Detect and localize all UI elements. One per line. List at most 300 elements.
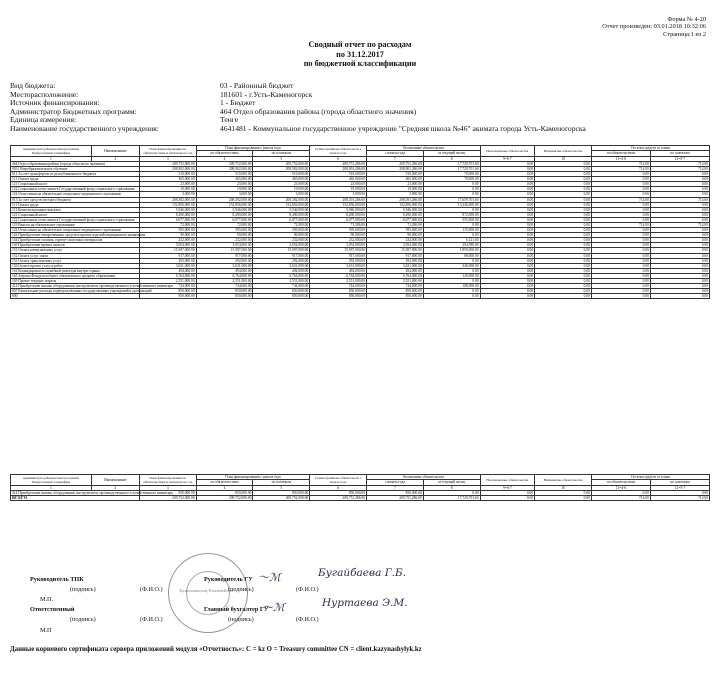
table-cell: 12=5-7 [650,485,709,490]
table-cell: по обязательствам [196,480,253,485]
table-cell: 2,551,000.00 [139,279,196,284]
table-cell: по обязательствам [591,480,650,485]
table-cell: 744,000.00 [366,284,423,289]
table-cell: 0.00 [423,233,480,238]
table-cell: 0.00 [591,284,650,289]
table-cell: 115,000.00 [423,228,480,233]
table-cell: 714.00 [591,197,650,202]
table-cell: 17,659,701.60 [423,197,480,202]
table-cell: 232,000.00 [253,238,310,243]
table-cell: 90,000.00 [366,233,423,238]
table-cell: 152,856,000.00 [310,202,367,207]
table-cell: 494,000.00 [196,268,253,273]
table-cell: 3,000.00 [253,192,310,197]
table-cell: 10 [535,156,592,161]
table-cell: 0.00 [480,192,535,197]
table-cell: 595,000.00 [139,228,196,233]
table-cell: 6,121.60 [423,238,480,243]
table-cell: 0.00 [535,192,592,197]
table-cell: 0.00 [591,172,650,177]
table-cell: 23,000.00 [310,182,367,187]
table-cell: 465,000.00 [139,177,196,182]
meta-row [10,108,586,117]
table-cell: 0.00 [535,273,592,278]
table-cell: 232,000.00 [366,238,423,243]
table-cell: 0.00 [535,172,592,177]
table-cell: 0.00 [480,207,535,212]
table-cell: 0.00 [423,268,480,273]
table-cell: 0.00 [650,172,709,177]
table-cell: 510,000.00 [253,172,310,177]
table-cell: 124 Отчисления на обязательное социальное медицинское страхование [11,228,140,233]
table-cell: 6,764,000.00 [310,273,367,278]
table-cell: 0.00 [480,289,535,294]
table-cell: 0.00 [480,233,535,238]
meta-label: Администратор Бюджетных программ: [10,106,137,116]
table-cell: План финансирования по обязательствам и платежам на год [139,475,196,486]
table-cell: 11=4-6 [591,485,650,490]
table-cell: 714.00 [591,161,650,166]
table-cell: 3,631,000.00 [310,263,367,268]
table-cell: 292,000.00 [139,258,196,263]
table-cell: 0.00 [650,228,709,233]
table-cell: 6,077,000.00 [310,217,367,222]
table-cell: 0.00 [423,258,480,263]
table-cell: 3,631,000.00 [366,263,423,268]
table-cell: 9=6-7 [480,485,535,490]
table-cell: Оплаченные обязательства [366,146,480,151]
table-cell: 19,000.00 [253,187,310,192]
table-cell: 0.00 [423,223,480,228]
table-cell: 7 [366,485,423,490]
table-cell: 465,000.00 [310,177,367,182]
table-cell: Оплаченные обязательства [366,475,480,480]
table-cell: 0.00 [650,192,709,197]
table-cell: 19,000.00 [139,187,196,192]
table-cell: 0.00 [591,273,650,278]
table-cell: 0.00 [591,253,650,258]
table-cell: 0.00 [591,238,650,243]
exec-name-handwritten: Нуртаева Э.М. [322,597,408,609]
table-cell: 121 Социальный налог [11,212,140,217]
table-cell: 510,000.00 [139,172,196,177]
table-cell: 23,000.00 [253,182,310,187]
table-cell: 169 Прочие текущие затраты [11,279,140,284]
table-cell: 0.00 [535,490,592,495]
table-cell: 161 Командировки и служебные разъезды внутри страны [11,268,140,273]
table-cell: 0.00 [535,223,592,228]
table-cell: 414 Приобретение машин, оборудования, инструментов, производственного и хозяйственного инвентаря [12,490,173,495]
table-cell: Непринятые обязательства [535,475,592,486]
table-cell: 714.00 [591,495,650,500]
table-cell: 209,751,286.00 [310,161,367,166]
meta-value: 181601 - г.Усть-Каменогорск [220,89,313,99]
table-cell: 465,000.00 [196,177,253,182]
head-name-handwritten: Бугайбаева Г.Б. [318,567,407,579]
table-cell: 850,000.00 [196,294,253,299]
table-cell: 850,000.00 [139,289,196,294]
table-cell: 3,054,000.00 [196,243,253,248]
table-cell: План финансирования с начала года [196,475,310,480]
table-cell: 15,587,000.00 [366,248,423,253]
table-cell: по платежам [253,151,310,156]
table-cell: 0.00 [480,228,535,233]
meta-label: Единица измерения: [10,115,77,125]
table-cell: 209,752,000.00 [253,161,310,166]
table-cell: 8,490,000.00 [310,212,367,217]
table-cell: 917,000.00 [139,253,196,258]
table-cell: 0.00 [535,161,592,166]
table-cell: 0.00 [650,212,709,217]
table-cell: 714.00 [591,223,650,228]
table-cell: 17,729,701.60 [423,495,480,500]
table-cell: 0.00 [591,207,650,212]
table-cell: 0.00 [535,263,592,268]
table-cell: 8 [423,156,480,161]
table-cell: 595,000.00 [253,228,310,233]
table-cell: 209,752,000.00 [196,495,253,500]
table-cell: 111 Оплата труда [11,202,140,207]
table-cell: 1,850,000.00 [423,248,480,253]
table-cell: 510,000.00 [196,172,253,177]
table-cell: 5,946,000.00 [139,207,196,212]
table-cell: 0.00 [480,263,535,268]
table-cell: Администратор Бюджетная программа Подпрограмма Специфика [11,475,92,486]
table-cell: 88,000.00 [423,253,480,258]
table-cell: 209,751,286.00 [310,495,367,500]
table-cell: 208,392,000.00 [196,197,253,202]
table-cell: 2,551,000.00 [196,279,253,284]
meta-value: Тенге [220,115,239,125]
table-cell: 3 [139,485,196,490]
table-cell: 015 За счет средств местного бюджета [11,197,140,202]
table-cell: 0.00 [535,202,592,207]
table-cell: 0.00 [591,263,650,268]
table-cell: 5 [253,156,310,161]
table-cell: 90,000.00 [253,233,310,238]
table-cell: 17,729,701.60 [423,161,480,166]
table-cell: Остатки средств от плана [591,146,709,151]
table-cell: по платежам [650,480,709,485]
table-cell: 0.00 [650,187,709,192]
table-cell: 003 Общеобразовательное обучение [11,166,140,171]
mp-label-2: М.П [40,627,52,634]
table-cell: 15,587,000.00 [253,248,310,253]
treasury-stamp-text: Қазынашылық Казначейство [179,588,235,593]
title-line-1: Сводный отчет по расходам [308,40,412,49]
table-cell: 0.00 [423,294,480,299]
table-cell: 108,000.00 [423,284,480,289]
total-row [11,495,710,500]
table-cell: 15,587,000.00 [310,248,367,253]
head-gu-fio-caption: (Ф.И.О.) [296,586,319,593]
table-cell: 152,856,000.00 [253,202,310,207]
table-cell: 0.00 [591,187,650,192]
table-cell: 0.00 [591,289,650,294]
table-cell: 2,551,000.00 [253,279,310,284]
table-cell: 292,000.00 [196,258,253,263]
table-cell: 595,000.00 [310,228,367,233]
table-cell: 11=4-6 [591,156,650,161]
table-cell: 0.00 [591,243,650,248]
table-cell: 850,000.00 [253,490,310,495]
table-cell: 6,764,000.00 [196,273,253,278]
table-cell: 0.00 [535,217,592,222]
table-cell: 6,077,000.00 [196,217,253,222]
table-cell: 0.00 [480,273,535,278]
table-cell: с начала года [366,480,423,485]
table-cell: 0.00 [535,294,592,299]
table-cell: 6,764,000.00 [253,273,310,278]
table-cell: 3,631,000.00 [253,263,310,268]
table-cell: 0.00 [650,490,709,495]
table-cell: 0.00 [650,207,709,212]
table-cell: 209,752,000.00 [253,495,310,500]
table-cell: 23,000.00 [196,182,253,187]
table-cell: 6 [310,485,367,490]
table-cell: 510,000.00 [366,172,423,177]
table-cell: 6,077,000.00 [366,217,423,222]
table-cell: 850,000.00 [310,490,367,495]
table-cell: 129,000.00 [423,273,480,278]
table-cell: с начала года [366,151,423,156]
table-cell: 209,751,286.00 [366,161,423,166]
table-cell: 0.00 [535,238,592,243]
table-cell: 208,391,286.00 [366,197,423,202]
table-cell: 850,000.00 [139,294,196,299]
table-cell: 8,490,000.00 [139,212,196,217]
table-cell: 152,856,000.00 [196,202,253,207]
expense-table-continued [10,474,710,501]
exec-fio-caption: (Ф.И.О.) [140,616,163,623]
table-cell: 209,752,000.00 [139,495,196,500]
table-cell: 124 Отчисления на обязательное социальное медицинское страхование [11,192,140,197]
table-cell: 465,000.00 [366,177,423,182]
table-cell: 414 Приобретение машин, оборудования, инструментов, производственного и хозяйственного инвентаря [12,284,173,289]
table-cell: 152,856,000.00 [139,202,196,207]
table-cell: 3 [139,156,196,161]
table-cell: 0.00 [535,166,592,171]
table-cell: 0.00 [480,197,535,202]
table-cell: 0.00 [480,166,535,171]
table-cell: 0.00 [591,217,650,222]
table-cell: 72,000.00 [139,223,196,228]
table-cell: по обязательствам [196,151,253,156]
table-cell: 850,000.00 [310,294,367,299]
table-cell: 0.00 [480,161,535,166]
table-cell: 850,000.00 [196,490,253,495]
table-cell: за текущий месяц [423,151,480,156]
table-cell: 714.00 [650,495,709,500]
table-cell: 90,000.00 [310,233,367,238]
table-cell: за текущий месяц [423,480,480,485]
table-cell: 0.00 [480,238,535,243]
table-cell: 850,000.00 [253,294,310,299]
table-cell: 494,000.00 [366,268,423,273]
table-cell: 15,587,000.00 [196,248,253,253]
table-cell: 850,000.00 [366,294,423,299]
table-cell: 5,946,000.00 [366,207,423,212]
table-cell: 3,054,000.00 [310,243,367,248]
table-cell: 555,000.00 [423,217,480,222]
table-cell: 90,000.00 [139,233,196,238]
table-cell: 0.00 [535,207,592,212]
table-cell: 0.00 [650,217,709,222]
table-cell: Непринятые обязательства [535,146,592,157]
table-cell: 000 [11,294,140,299]
head-fio-caption: (Ф.И.О.) [140,586,163,593]
table-cell: 5,946,000.00 [310,207,367,212]
table-cell: 850,000.00 [366,490,423,495]
table-cell: 714.00 [650,166,709,171]
report-title [0,40,720,69]
table-cell: 208,901,286.00 [310,166,367,171]
title-line-3: по бюджетной классификации [303,59,417,68]
table-cell: 0.00 [650,294,709,299]
table-cell: 3,000.00 [366,192,423,197]
table-cell: 1 [11,485,92,490]
table-cell: Остатки средств от плана [591,475,709,480]
table-cell: 6 [310,156,367,161]
table-cell: 6,764,000.00 [139,273,196,278]
table-cell: 19,000.00 [366,187,423,192]
meta-value: 03 - Районный бюджет [220,81,294,90]
table-cell: 0.00 [480,258,535,263]
table-cell: Наименование [91,146,139,157]
table-cell: 465,000.00 [253,177,310,182]
table-cell: 3,054,000.00 [366,243,423,248]
table-cell: 4 [196,156,253,161]
table-cell: 208,392,000.00 [253,197,310,202]
table-cell: 0.00 [423,207,480,212]
table-cell: 3,000.00 [139,192,196,197]
table-cell: 208,392,000.00 [139,197,196,202]
table-cell: 6,764,000.00 [366,273,423,278]
table-cell: План финансирования с начала года [196,146,310,151]
table-cell: 0.00 [650,258,709,263]
table-cell: 3,000.00 [310,192,367,197]
page-number: Страница:1 из 2 [663,30,706,38]
table-cell: 209,752,000.00 [139,161,196,166]
table-cell: 208,902,000.00 [253,166,310,171]
table-cell: 3,054,000.00 [139,243,196,248]
table-cell: 0.00 [650,263,709,268]
table-cell: 0.00 [650,233,709,238]
table-cell: 3,054,000.00 [253,243,310,248]
table-cell: 19,000.00 [310,187,367,192]
table-cell: 7 [366,156,423,161]
treasury-stamp-inner-ring [186,571,230,615]
table-cell: 0.00 [650,243,709,248]
exec-gu-signature-caption: (подпись) [228,616,254,623]
table-cell: 0.00 [650,238,709,243]
table-cell: 113 Компенсационные выплаты [11,207,140,212]
head-gu-role: Руководитель ГУ [204,576,253,583]
table-cell: 71,286.00 [366,223,423,228]
table-cell: 595,000.00 [366,228,423,233]
meta-label: Вид бюджета: [10,81,56,90]
report-produced: Отчет произведен: 03.01.2018 10:32:06 [602,23,706,31]
table-cell: 0.00 [480,294,535,299]
table-cell: 0.00 [480,253,535,258]
table-cell: 152 Оплата услуг связи [11,253,140,258]
table-cell: 595,000.00 [196,228,253,233]
table-cell: 0.00 [423,187,480,192]
table-cell: 0.00 [480,495,535,500]
table-cell: 90,000.00 [196,233,253,238]
table-cell: 0.00 [535,279,592,284]
exec-gu-fio-caption: (Ф.И.О.) [296,616,319,623]
table-cell: Неоплаченные обязательства [480,146,535,157]
exec-signature-caption: (подпись) [70,616,96,623]
table-cell: 123 Взносы на обязательное страхование [11,223,140,228]
table-cell: 011 За счет трансфертов из республиканского бюджета [11,172,140,177]
mp-label: М.П. [40,596,54,603]
table-cell: 0.00 [650,202,709,207]
table-cell: 0.00 [591,268,650,273]
table-cell: 70,000.00 [423,172,480,177]
table-cell: 153 Оплата транспортных услуг [11,258,140,263]
table-cell: 2 [91,485,139,490]
table-cell: 494,000.00 [253,268,310,273]
table-cell: 8,490,000.00 [253,212,310,217]
meta-row [10,125,586,134]
certificate-footer: Данные корневого сертификата сервера приложений модуля «Отчетность»: C = kz O = Treasury committee CN = client.kazynashylyk.kz [10,646,422,653]
table-cell: 10 [535,485,592,490]
table-cell: 0.00 [591,192,650,197]
table-cell: 122 Социальные отчисления в Государственный фонд социального страхования [11,187,140,192]
table-cell: 208,391,286.00 [310,197,367,202]
table-cell: 1 [11,156,92,161]
table-cell: 151 Оплата коммунальных услуг [11,248,140,253]
table-cell: 714.00 [650,223,709,228]
form-number: Форма № 4-20 [667,16,706,23]
table-cell: 0.00 [591,279,650,284]
table-cell: 0.00 [480,490,535,495]
table-cell: 917,000.00 [253,253,310,258]
table-cell: 917,000.00 [366,253,423,258]
table-cell: Наименование [91,475,139,486]
table-cell: 0.00 [650,182,709,187]
table-cell: 6,077,000.00 [139,217,196,222]
table-cell: 850,000.00 [139,490,196,495]
table-cell: 72,000.00 [253,223,310,228]
table-cell: 0.00 [650,253,709,258]
table-cell: 494,000.00 [139,268,196,273]
table-cell: 0.00 [591,182,650,187]
table-cell: 6,077,000.00 [253,217,310,222]
table-cell: 232,000.00 [196,238,253,243]
table-cell: 292,000.00 [310,258,367,263]
report-meta [10,82,586,134]
table-cell: 70,000.00 [423,177,480,182]
table-cell: 72,000.00 [196,223,253,228]
table-cell: Неоплаченные обязательства [480,475,535,486]
table-cell: 714.00 [591,166,650,171]
table-cell: 209,751,286.00 [366,495,423,500]
table-cell: 510,000.00 [310,172,367,177]
table-cell: 3,631,000.00 [196,263,253,268]
table-cell: 744,000.00 [139,284,196,289]
table-cell: 3,000.00 [196,192,253,197]
table-cell: 17,729,701.60 [423,166,480,171]
table-cell: 0.00 [480,212,535,217]
table-cell: Администратор Бюджетная программа Подпрограмма Специфика [11,146,92,157]
table-cell: 19,000.00 [196,187,253,192]
meta-label: Источник финансирования: [10,98,100,108]
table-cell: 0.00 [480,217,535,222]
table-cell: ВСЕГО [11,495,140,500]
